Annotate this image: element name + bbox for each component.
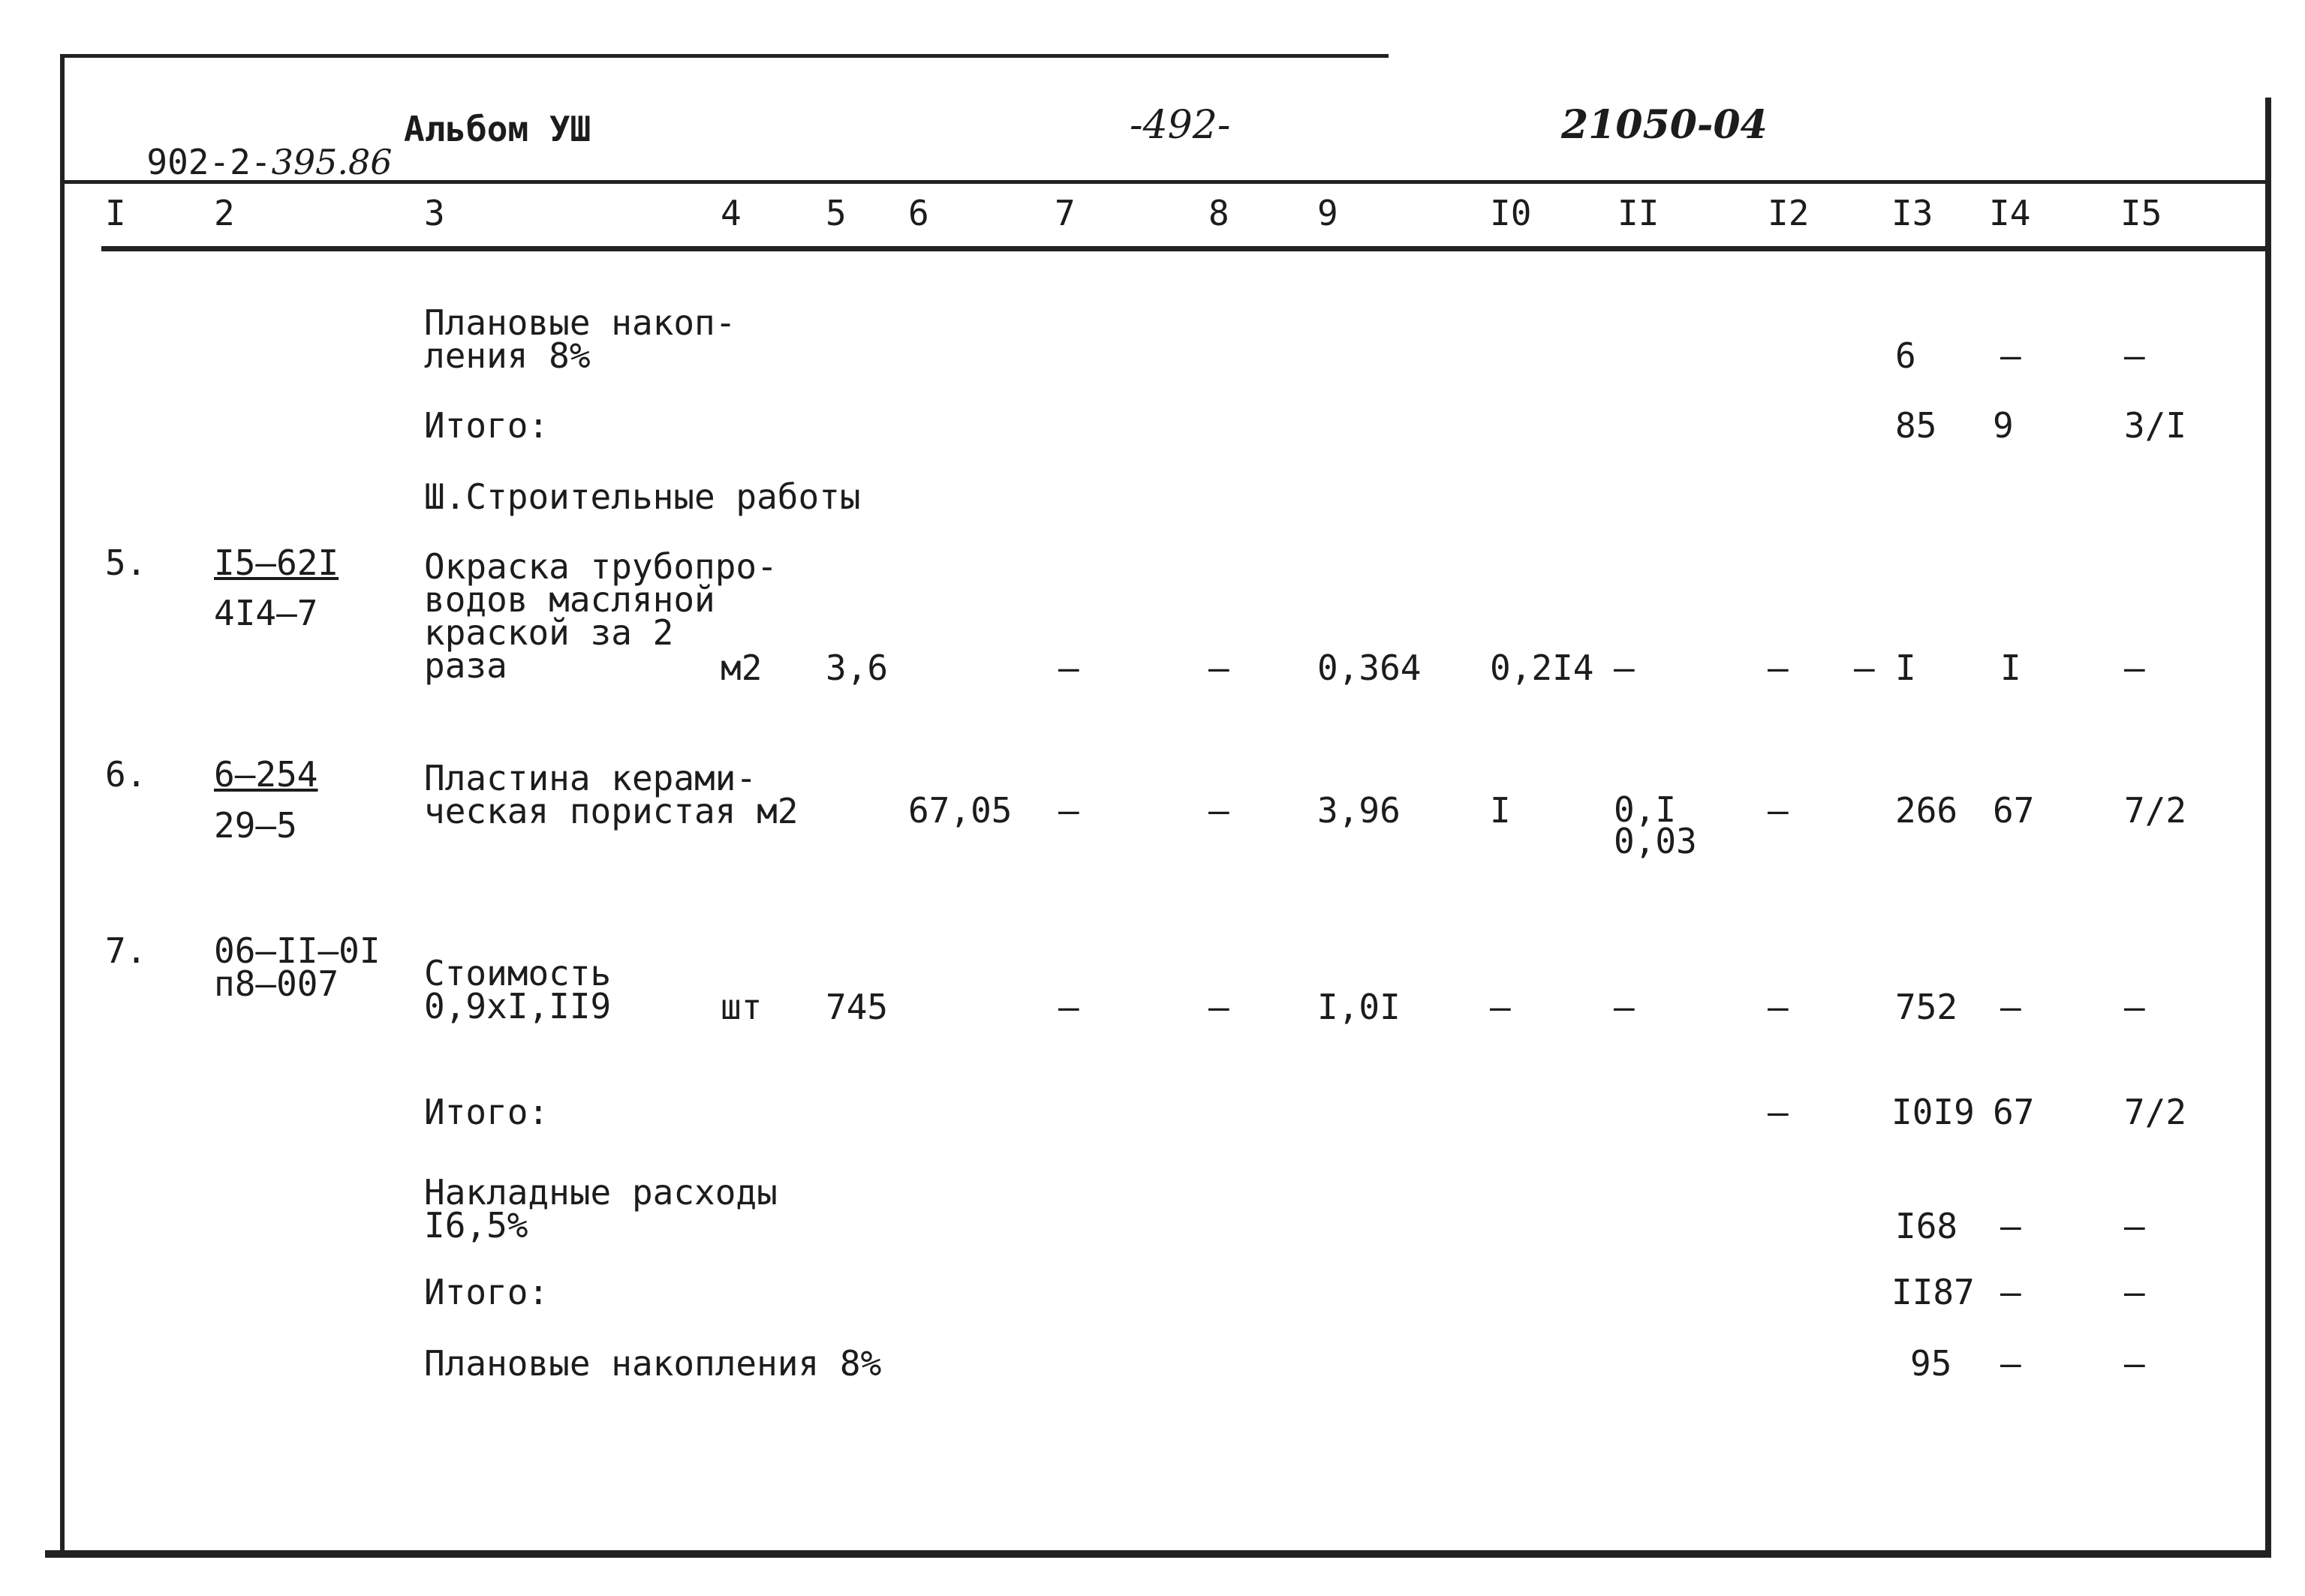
row-description: Итого: (424, 1092, 549, 1132)
cell-col9: I,0I (1317, 987, 1401, 1027)
cell-col11: – (1614, 987, 1635, 1027)
doc-code-handwritten: 395.86 (271, 142, 393, 182)
frame-bottom-line (45, 1550, 2271, 1558)
cell-col5: 745 (826, 987, 889, 1027)
cell-col13: II87 (1891, 1272, 1975, 1312)
cell-col8: – (1208, 648, 1229, 688)
section-heading: Ш.Строительные работы (424, 476, 861, 517)
row-description: Пластина керами- ческая пористая м2 (424, 758, 799, 831)
cell-col13: 6 (1895, 335, 1916, 376)
cell-col15: 7/2 (2124, 790, 2187, 831)
cell-col11: 0,I 0,03 (1614, 789, 1697, 861)
col-header-12: I2 (1768, 193, 1810, 233)
cell-col12: – (1768, 790, 1789, 831)
doc-code-print: 902-2- (146, 142, 272, 182)
row-description: Плановые накопления 8% (424, 1343, 882, 1384)
col-header-15: I5 (2120, 193, 2162, 233)
cell-col15: – (2124, 1272, 2145, 1312)
cell-col8: – (1208, 790, 1229, 831)
cell-col14: – (2000, 987, 2021, 1027)
cell-col9: 3,96 (1317, 790, 1401, 831)
cell-col13: I68 (1895, 1206, 1958, 1246)
cell-col15: 7/2 (2124, 1092, 2187, 1132)
col-header-2: 2 (214, 193, 235, 233)
cell-col12: – (1768, 1092, 1789, 1132)
cell-col14: – (2000, 1206, 2021, 1246)
cell-col15: – (2124, 335, 2145, 376)
cell-col11: – (1614, 648, 1635, 688)
cell-col14: 9 (1993, 405, 2014, 446)
sheet-code: 21050-04 (1561, 102, 1768, 148)
cell-col15: – (2124, 1343, 2145, 1384)
doc-code (105, 113, 393, 182)
col-header-7: 7 (1055, 193, 1076, 233)
rate-code-bottom: 29–5 (214, 805, 297, 846)
col-header-14: I4 (1989, 193, 2031, 233)
row-description: Накладные расходы I6,5% (424, 1172, 778, 1246)
row-description: Окраска трубопро- водов масляной краской за 2 раза (424, 546, 778, 686)
cell-col7: – (1058, 987, 1079, 1027)
col-header-8: 8 (1208, 193, 1229, 233)
cell-unit: м2 (721, 648, 763, 688)
col-header-4: 4 (721, 193, 742, 233)
cell-col13: 752 (1895, 987, 1958, 1027)
cell-col5: 3,6 (826, 648, 889, 688)
col-header-3: 3 (424, 193, 445, 233)
cell-col14: – (2000, 335, 2021, 376)
cell-unit: шт (721, 987, 763, 1027)
cell-col13: 95 (1910, 1343, 1952, 1384)
column-header-underline (101, 246, 2267, 251)
cell-col12-extra: – (1854, 648, 1875, 688)
cell-col13: 85 (1895, 405, 1937, 446)
col-header-11: II (1617, 193, 1660, 233)
row-description: Стоимость 0,9хI,II9 (424, 953, 612, 1026)
cell-col9: 0,364 (1317, 648, 1422, 688)
cell-col15: – (2124, 1206, 2145, 1246)
row-number: 6. (105, 754, 147, 795)
frame-right-line (2265, 98, 2271, 1557)
cell-col13: I0I9 (1891, 1092, 1975, 1132)
cell-col15: – (2124, 987, 2145, 1027)
page-number: -492- (1130, 103, 1231, 148)
cell-col14: 67 (1993, 790, 2035, 831)
cell-col14: 67 (1993, 1092, 2035, 1132)
cell-col10: 0,2I4 (1490, 648, 1594, 688)
col-header-10: I0 (1490, 193, 1532, 233)
row-description: Итого: (424, 405, 549, 446)
row-number: 7. (105, 930, 147, 971)
cell-col7: – (1058, 648, 1079, 688)
row-description: Итого: (424, 1272, 549, 1312)
cell-col14: – (2000, 1272, 2021, 1312)
rate-code-top: 6–254 (214, 754, 318, 795)
cell-col15: 3/I (2124, 405, 2187, 446)
cell-col10: – (1490, 987, 1511, 1027)
cell-col7: – (1058, 790, 1079, 831)
album-label: Альбом УШ (404, 109, 591, 149)
frame-top-line (60, 54, 1389, 58)
cell-col8: – (1208, 987, 1229, 1027)
cell-col10: I (1490, 790, 1511, 831)
row-number: 5. (105, 543, 147, 583)
cell-col14: – (2000, 1343, 2021, 1384)
col-header-6: 6 (908, 193, 929, 233)
rate-code-top: I5–62I (214, 543, 339, 583)
row-description: Плановые накоп- ления 8% (424, 302, 736, 376)
col-header-1: I (105, 193, 126, 233)
cell-col14: I (2000, 648, 2021, 688)
cell-col12: – (1768, 987, 1789, 1027)
cell-col15: – (2124, 648, 2145, 688)
col-header-13: I3 (1891, 193, 1933, 233)
rate-code-bottom: 4I4–7 (214, 593, 318, 633)
frame-left-line (60, 54, 65, 1551)
cell-col13: I (1895, 648, 1916, 688)
cell-col6: 67,05 (908, 790, 1013, 831)
col-header-5: 5 (826, 193, 847, 233)
cell-col13: 266 (1895, 790, 1958, 831)
rate-code: 06–II–0I п8–007 (214, 930, 381, 1004)
cell-col12: – (1768, 648, 1789, 688)
col-header-9: 9 (1317, 193, 1338, 233)
